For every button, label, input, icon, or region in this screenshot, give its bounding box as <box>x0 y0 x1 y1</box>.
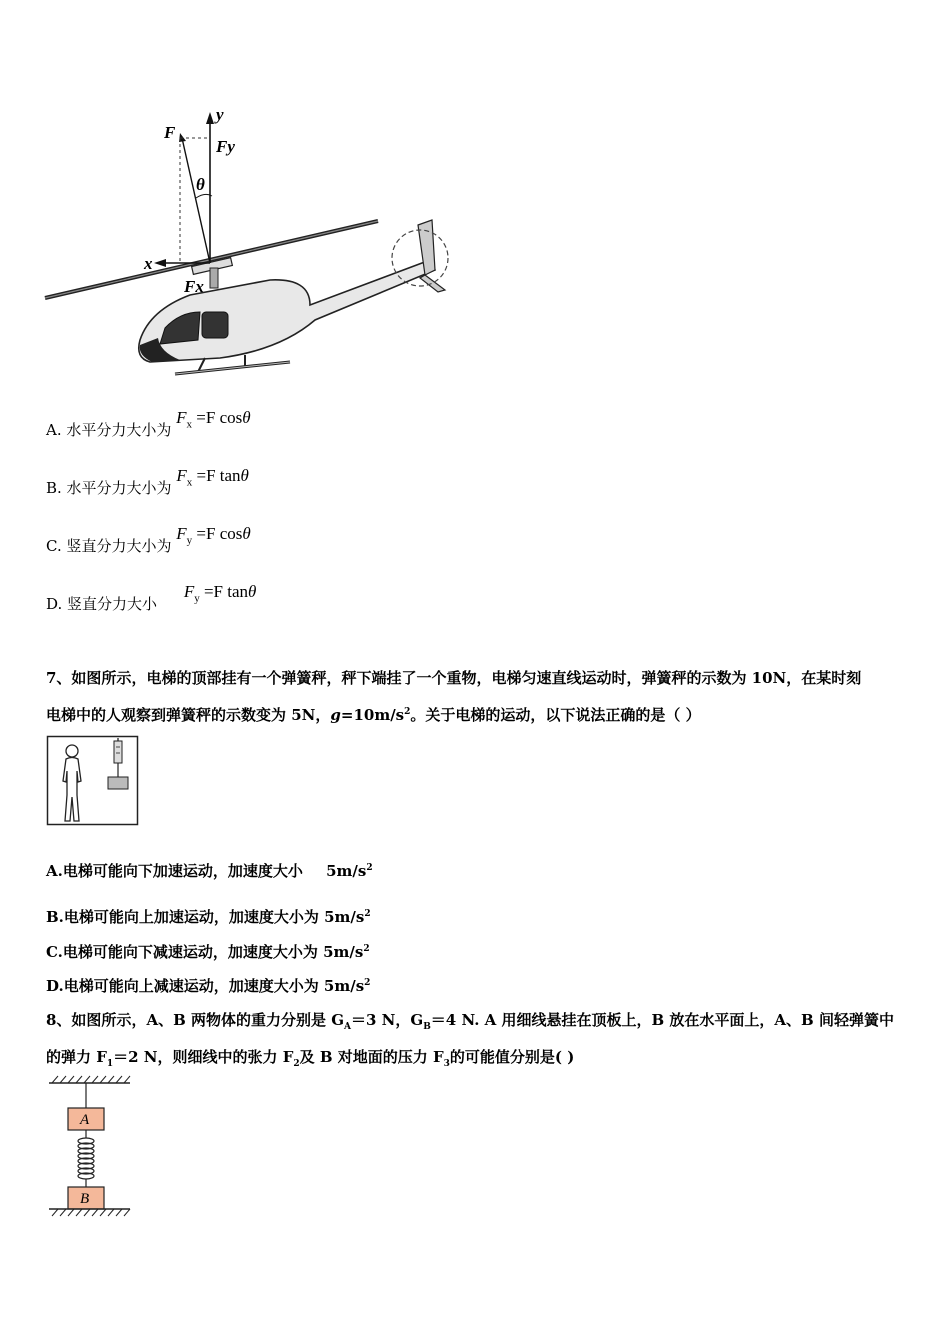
label-F: F <box>164 123 176 142</box>
q8-line1-c: ＝4 N. A 用细线悬挂在顶板上，B 放在水平面上，A、B 间轻弹簧中 <box>430 1011 894 1029</box>
formula-var: θ <box>248 582 257 601</box>
q7-option-a-text: A.电梯可能向下加速运动，加速度大小 <box>46 862 303 880</box>
q7-option-c[interactable] <box>46 939 370 962</box>
q8-line1-b: ＝3 N，G <box>351 1011 424 1029</box>
q8-line1-a: 8、如图所示，A、B 两物体的重力分别是 G <box>46 1011 345 1029</box>
q7-option-a[interactable] <box>46 858 373 881</box>
q6-option-c[interactable] <box>46 524 251 562</box>
option-c-text: C. 竖直分力大小为 <box>46 537 172 555</box>
formula-rhs: =F cos <box>196 408 243 427</box>
q8-sub-2: 2 <box>293 1059 300 1069</box>
q7-option-b-sup: 2 <box>364 909 371 919</box>
q7-line2-b: =10m/s <box>340 706 405 724</box>
q7-option-b-text: B.电梯可能向上加速运动，加速度大小为 5m/s <box>46 908 365 926</box>
q7-line1: 7、如图所示，电梯的顶部挂有一个弹簧秤，秤下端挂了一个重物，电梯匀速直线运动时，弹簧秤的示数为 10N，在某时刻 <box>46 669 862 687</box>
option-a-text: A. 水平分力大小为 <box>46 421 172 439</box>
block-b-label: B <box>80 1191 90 1207</box>
formula-sub: y <box>186 534 193 547</box>
q8-line2 <box>46 1046 574 1069</box>
q8-sub-3: 3 <box>443 1059 450 1069</box>
formula-lhs: F <box>176 466 187 485</box>
formula-rhs: =F tan <box>196 466 241 485</box>
label-theta: θ <box>196 175 205 194</box>
formula-lhs: F <box>176 524 187 543</box>
q7-option-d-sup: 2 <box>364 978 371 988</box>
q6-option-d[interactable] <box>46 582 257 620</box>
q7-option-c-text: C.电梯可能向下减速运动，加速度大小为 5m/s <box>46 943 364 961</box>
q7-option-b[interactable] <box>46 904 371 927</box>
formula-rhs: =F cos <box>196 524 243 543</box>
q8-sub-1: 1 <box>106 1059 114 1069</box>
label-y: y <box>216 105 224 124</box>
q8-line1 <box>46 1009 894 1032</box>
q8-line2-a: 的弹力 F <box>46 1048 107 1066</box>
q7-line2-a: 电梯中的人观察到弹簧秤的示数变为 5N， <box>46 706 331 724</box>
q8-line2-c: 及 B 对地面的压力 F <box>299 1048 444 1066</box>
q8-line2-d: 的可能值分别是( ) <box>449 1048 575 1066</box>
block-a-label: A <box>80 1112 90 1128</box>
label-x: x <box>144 254 153 273</box>
elevator-figure <box>46 735 140 827</box>
q7-sup: 2 <box>404 707 411 717</box>
formula-sub: x <box>186 476 193 489</box>
formula-sub: y <box>194 592 200 605</box>
helicopter-figure <box>40 100 460 385</box>
formula-var: θ <box>242 408 251 427</box>
q7-line2 <box>46 704 701 725</box>
q7-option-d[interactable] <box>46 973 370 996</box>
q7-option-d-text: D.电梯可能向上减速运动，加速度大小为 5m/s <box>46 977 365 995</box>
q7-line2-c: 。关于电梯的运动，以下说法正确的是（ ） <box>410 706 701 724</box>
q7-option-a-sup: 2 <box>366 863 373 873</box>
label-Fx: Fx <box>184 277 204 296</box>
label-Fy: Fy <box>216 137 235 156</box>
formula-lhs: F <box>176 408 187 427</box>
formula-sub: x <box>186 418 193 431</box>
option-d-text: D. 竖直分力大小 <box>46 595 158 613</box>
q8-sub-a: A <box>344 1022 351 1032</box>
q8-sub-b: B <box>423 1022 431 1032</box>
formula-rhs: =F tan <box>203 582 249 601</box>
q7-option-c-sup: 2 <box>363 944 370 954</box>
spring-figure <box>44 1074 136 1220</box>
q8-line2-b: ＝2 N，则细线中的张力 F <box>113 1048 294 1066</box>
formula-var: θ <box>240 466 249 485</box>
q7-option-a-value: 5m/s <box>326 862 367 880</box>
formula-lhs: F <box>183 582 195 601</box>
q7-g: g <box>330 706 341 724</box>
option-b-text: B. 水平分力大小为 <box>46 479 172 497</box>
formula-var: θ <box>242 524 251 543</box>
q6-option-b[interactable] <box>46 466 249 504</box>
q6-option-a[interactable] <box>46 408 251 446</box>
